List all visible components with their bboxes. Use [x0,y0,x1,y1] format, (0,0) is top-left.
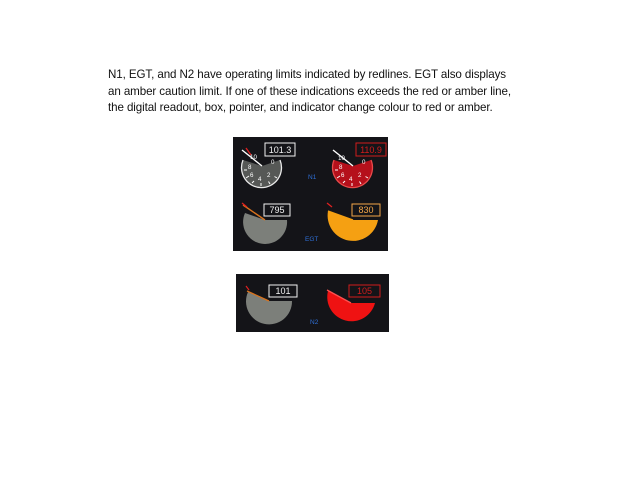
egt-left-readout: 795 [269,205,285,215]
n1-right-scale-2: 2 [358,172,362,179]
n1-egt-svg [233,137,388,251]
n2-label: N2 [310,319,319,326]
caption-line-3: the digital readout, box, pointer, and indicator change colour to red or amber. [108,101,493,114]
egt-right-readout: 830 [358,205,374,215]
n1-left-scale-4: 4 [258,176,262,183]
n1-right-scale-10: 10 [338,155,345,162]
n2-svg [236,274,389,332]
egt-left-gauge [242,203,290,244]
egt-right-redline [327,203,332,207]
caption-line-2: an amber caution limit. If one of these indications exceeds the red or amber line, [108,84,511,98]
n1-label: N1 [308,174,317,181]
egt-label: EGT [305,236,319,243]
n2-right-gauge [327,285,380,321]
n1-right-scale-4: 4 [349,176,353,183]
n1-left-scale-0: 0 [271,159,275,166]
n1-right-scale-8: 8 [339,164,343,171]
caption-text [108,67,548,117]
n2-display-panel [236,274,389,332]
n1-left-scale-6: 6 [250,172,254,179]
n1-right-scale-6: 6 [341,172,345,179]
n2-right-readout: 105 [356,286,373,296]
egt-left-dial-sector [243,213,287,244]
n2-left-readout: 101 [275,286,291,296]
n1-right-gauge [333,143,387,188]
egt-right-gauge [327,203,380,241]
n1-right-readout: 110.9 [360,145,382,155]
n1-left-readout: 101.3 [268,145,292,155]
caption-line-1: N1, EGT, and N2 have operating limits indicated by redlines. EGT also displays [108,68,506,81]
n2-left-gauge [246,285,297,324]
n1-left-gauge [242,143,296,188]
n1-egt-display-panel [233,137,388,251]
n2-left-redline [246,286,249,290]
n1-right-scale-0: 0 [362,159,366,166]
n1-left-scale-10: 10 [250,154,257,161]
n1-left-scale-8: 8 [248,164,252,171]
n1-left-scale-2: 2 [267,172,271,179]
